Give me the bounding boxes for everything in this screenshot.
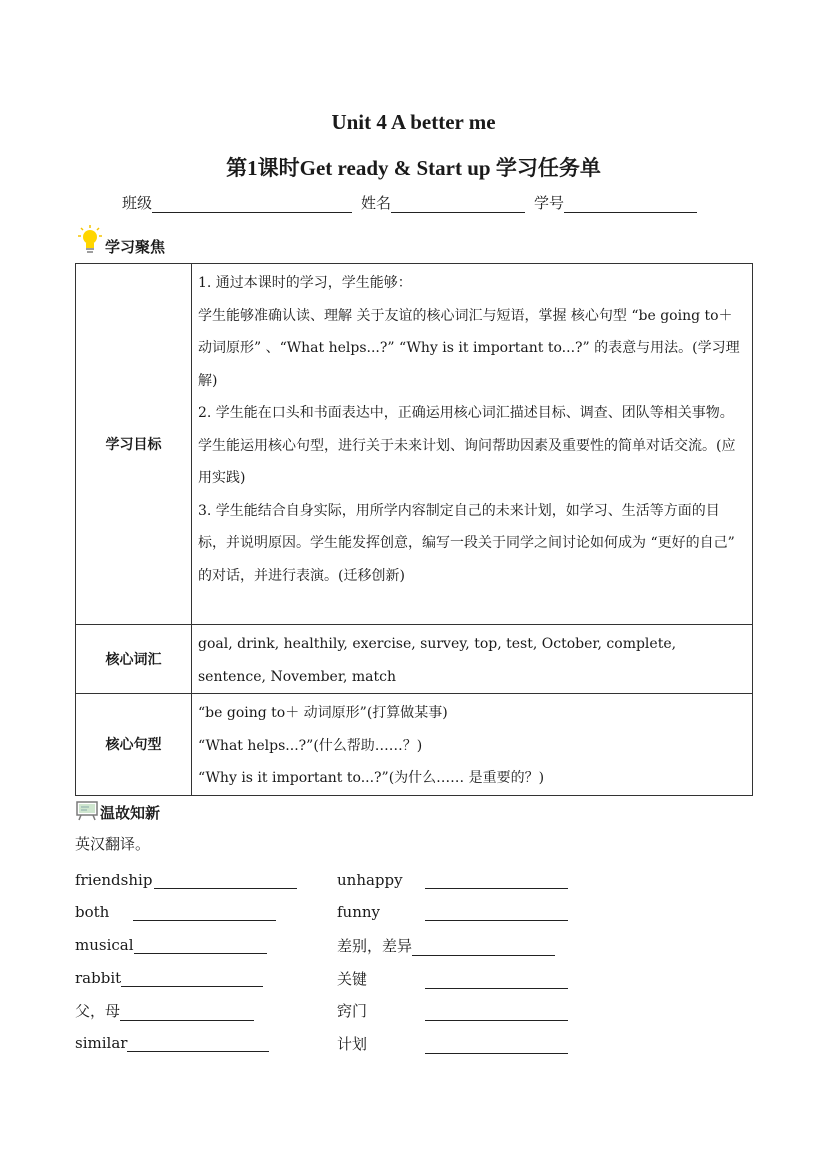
answer-blank[interactable]	[133, 902, 276, 921]
sentences-header: 核心句型	[76, 694, 192, 796]
answer-blank[interactable]	[425, 1035, 568, 1054]
vocab-word: 计划	[337, 1035, 368, 1053]
sentences-content	[192, 694, 753, 796]
number-label: 学号	[534, 194, 565, 212]
vocab-item-left-4	[75, 968, 263, 987]
table-row-goals	[76, 264, 753, 625]
vocab-item-right-5	[337, 1000, 568, 1021]
goal-line-2: 学生能够准确认读、理解 关于友谊的核心词汇与短语，掌握 核心句型 “be going to＋ 动词原形” 、“What helps...?” “Why is it important to...?” 的表意与用法。(学习理解)	[198, 307, 740, 389]
answer-blank[interactable]	[121, 968, 263, 987]
vocab-word: unhappy	[337, 871, 403, 889]
goal-line-1: 1. 通过本课时的学习，学生能够：	[198, 275, 412, 291]
review-heading	[76, 798, 160, 823]
vocab-item-right-2	[337, 902, 568, 921]
class-field[interactable]	[152, 194, 352, 213]
vocab-word: rabbit	[75, 969, 122, 987]
vocab-word: musical	[75, 936, 134, 954]
unit-title: Unit 4 A better me	[331, 110, 496, 134]
answer-blank[interactable]	[154, 870, 297, 889]
vocab-line: goal, drink, healthily, exercise, survey, top, test, October, complete, sentence, November, match	[198, 636, 677, 685]
answer-blank[interactable]	[425, 870, 568, 889]
vocab-item-left-5	[75, 1000, 254, 1021]
vocab-header: 核心词汇	[76, 625, 192, 694]
translation-instruction: 英汉翻译。	[75, 835, 151, 853]
vocab-item-right-3	[337, 935, 555, 956]
vocab-word: funny	[337, 903, 381, 921]
name-field[interactable]	[391, 194, 525, 213]
vocab-item-right-4	[337, 968, 568, 989]
vocab-item-right-6	[337, 1033, 568, 1054]
focus-table	[75, 263, 753, 796]
student-info-row	[122, 192, 697, 213]
answer-blank[interactable]	[127, 1033, 269, 1052]
answer-blank[interactable]	[412, 937, 555, 956]
vocab-word: 差别，差异	[337, 937, 413, 955]
focus-heading-text: 学习聚焦	[105, 238, 166, 256]
answer-blank[interactable]	[134, 935, 267, 954]
lesson-title: 第1课时Get ready & Start up 学习任务单	[226, 156, 601, 180]
table-row-sentences	[76, 694, 753, 796]
answer-blank[interactable]	[120, 1002, 254, 1021]
sentence-line-2: “What helps...?”(什么帮助……？)	[198, 737, 423, 754]
answer-blank[interactable]	[425, 970, 568, 989]
sentence-line-1: “be going to＋ 动词原形”(打算做某事)	[198, 705, 448, 721]
class-label: 班级	[122, 194, 153, 212]
vocab-word: similar	[75, 1034, 128, 1052]
lightbulb-icon	[78, 225, 102, 257]
focus-heading	[78, 224, 165, 257]
vocab-item-left-6	[75, 1033, 269, 1052]
vocab-item-right-1	[337, 870, 568, 889]
review-heading-text: 温故知新	[100, 804, 161, 822]
number-field[interactable]	[564, 194, 697, 213]
table-row-vocab	[76, 625, 753, 694]
answer-blank[interactable]	[425, 902, 568, 921]
vocab-item-left-2	[75, 902, 276, 921]
goal-line-3: 2. 学生能在口头和书面表达中，正确运用核心词汇描述目标、调查、团队等相关事物。学生能运用核心句型，进行关于未来计划、询问帮助因素及重要性的简单对话交流。(应用实践)	[198, 405, 736, 486]
vocab-word: 窍门	[337, 1002, 368, 1020]
blackboard-icon	[76, 801, 98, 821]
vocab-content	[192, 625, 753, 694]
vocab-word: friendship	[75, 871, 153, 889]
vocab-word: 关键	[337, 970, 368, 988]
goals-header: 学习目标	[76, 264, 192, 625]
goal-line-4: 3. 学生能结合自身实际，用所学内容制定自己的未来计划，如学习、生活等方面的目标，并说明原因。学生能发挥创意，编写一段关于同学之间讨论如何成为 “更好的自己” 的对话，并进行表演。(迁移创新)	[198, 502, 735, 584]
goals-content	[192, 264, 753, 625]
sentence-line-3: “Why is it important to...?”(为什么…… 是重要的？)	[198, 770, 545, 786]
answer-blank[interactable]	[425, 1002, 568, 1021]
vocab-word: 父，母	[75, 1002, 121, 1020]
vocab-item-left-1	[75, 870, 297, 889]
name-label: 姓名	[361, 194, 392, 212]
vocab-item-left-3	[75, 935, 267, 954]
vocab-word: both	[75, 903, 110, 921]
